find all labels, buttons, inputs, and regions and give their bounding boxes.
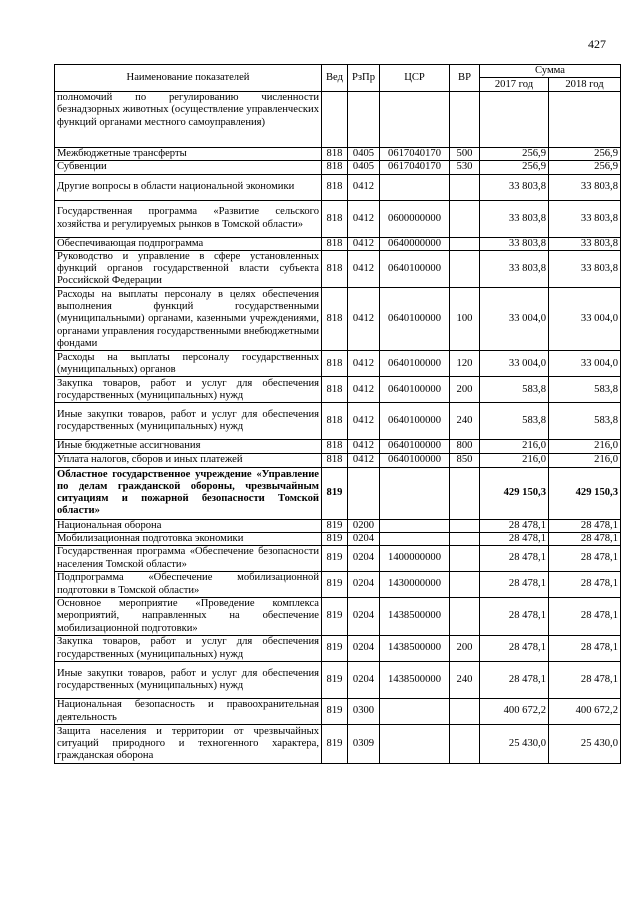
sum-2017: 28 478,1 (480, 636, 549, 662)
table-row (55, 725, 621, 764)
sum-2017: 33 803,8 (480, 250, 549, 288)
vr-code (450, 725, 480, 764)
sum-2018: 256,9 (549, 148, 621, 161)
rzpr-code: 0204 (348, 598, 380, 636)
indicator-name: Государственная программа «Обеспечение безопасности населения Томской области» (55, 546, 322, 572)
sum-2018: 28 478,1 (549, 532, 621, 545)
indicator-name: Обеспечивающая подпрограмма (55, 237, 322, 250)
table-row (55, 546, 621, 572)
table-row (55, 598, 621, 636)
csr-code: 1438500000 (380, 662, 450, 699)
rzpr-code: 0412 (348, 453, 380, 467)
csr-code: 0640000000 (380, 237, 450, 250)
indicator-name: Подпрограмма «Обеспечение мобилизационной подготовки в Томской области» (55, 572, 322, 598)
indicator-name: Национальная оборона (55, 519, 322, 532)
table-row (55, 92, 621, 148)
table-row (55, 699, 621, 725)
sum-2018: 429 150,3 (549, 467, 621, 519)
ved-code: 818 (322, 161, 348, 174)
ved-code (322, 92, 348, 148)
ved-code: 819 (322, 662, 348, 699)
sum-2018 (549, 92, 621, 148)
ved-code: 819 (322, 699, 348, 725)
table-row (55, 453, 621, 467)
vr-code: 240 (450, 403, 480, 440)
table-row (55, 467, 621, 519)
vr-code: 100 (450, 288, 480, 351)
sum-2017 (480, 92, 549, 148)
vr-code (450, 572, 480, 598)
indicator-name: Другие вопросы в области национальной экономики (55, 174, 322, 200)
sum-2018: 400 672,2 (549, 699, 621, 725)
rzpr-code: 0204 (348, 546, 380, 572)
ved-code: 819 (322, 636, 348, 662)
rzpr-code: 0204 (348, 662, 380, 699)
ved-code: 818 (322, 174, 348, 200)
sum-2017: 33 004,0 (480, 288, 549, 351)
sum-2018: 33 803,8 (549, 174, 621, 200)
csr-code: 0640100000 (380, 377, 450, 403)
header-ved: Вед (322, 65, 348, 92)
rzpr-code: 0412 (348, 250, 380, 288)
table-row (55, 572, 621, 598)
sum-2017: 256,9 (480, 148, 549, 161)
vr-code: 500 (450, 148, 480, 161)
table-row (55, 532, 621, 545)
vr-code (450, 92, 480, 148)
ved-code: 818 (322, 453, 348, 467)
vr-code (450, 519, 480, 532)
csr-code: 0617040170 (380, 148, 450, 161)
sum-2018: 216,0 (549, 440, 621, 453)
csr-code: 1438500000 (380, 636, 450, 662)
table-row (55, 440, 621, 453)
sum-2018: 33 803,8 (549, 250, 621, 288)
page-number: 427 (588, 37, 606, 51)
csr-code: 0617040170 (380, 161, 450, 174)
sum-2018: 33 803,8 (549, 200, 621, 237)
ved-code: 818 (322, 377, 348, 403)
csr-code (380, 725, 450, 764)
sum-2018: 28 478,1 (549, 572, 621, 598)
rzpr-code (348, 92, 380, 148)
csr-code: 0640100000 (380, 453, 450, 467)
header-2017: 2017 год (480, 78, 549, 92)
indicator-name: Иные бюджетные ассигнования (55, 440, 322, 453)
ved-code: 818 (322, 148, 348, 161)
vr-code: 800 (450, 440, 480, 453)
sum-2018: 28 478,1 (549, 519, 621, 532)
sum-2017: 400 672,2 (480, 699, 549, 725)
rzpr-code: 0412 (348, 237, 380, 250)
vr-code: 200 (450, 636, 480, 662)
rzpr-code: 0412 (348, 403, 380, 440)
ved-code: 818 (322, 440, 348, 453)
rzpr-code: 0405 (348, 161, 380, 174)
indicator-name: Уплата налогов, сборов и иных платежей (55, 453, 322, 467)
csr-code: 0640100000 (380, 250, 450, 288)
sum-2017: 33 803,8 (480, 200, 549, 237)
csr-code: 1430000000 (380, 572, 450, 598)
ved-code: 819 (322, 546, 348, 572)
sum-2017: 216,0 (480, 453, 549, 467)
sum-2017: 429 150,3 (480, 467, 549, 519)
sum-2017: 28 478,1 (480, 572, 549, 598)
sum-2017: 583,8 (480, 403, 549, 440)
table-row (55, 250, 621, 288)
ved-code: 818 (322, 351, 348, 377)
indicator-name: Закупка товаров, работ и услуг для обеспечения государственных (муниципальных) нужд (55, 636, 322, 662)
indicator-name: Защита населения и территории от чрезвычайных ситуаций природного и техногенного характера, гражданская оборона (55, 725, 322, 764)
sum-2017: 28 478,1 (480, 662, 549, 699)
ved-code: 819 (322, 532, 348, 545)
csr-code (380, 467, 450, 519)
indicator-name: Межбюджетные трансферты (55, 148, 322, 161)
csr-code: 1400000000 (380, 546, 450, 572)
vr-code: 200 (450, 377, 480, 403)
sum-2018: 583,8 (549, 377, 621, 403)
sum-2017: 33 803,8 (480, 237, 549, 250)
table-row (55, 636, 621, 662)
table-body (55, 92, 621, 764)
rzpr-code: 0412 (348, 174, 380, 200)
sum-2018: 256,9 (549, 161, 621, 174)
vr-code (450, 598, 480, 636)
ved-code: 819 (322, 572, 348, 598)
sum-2017: 28 478,1 (480, 598, 549, 636)
csr-code (380, 174, 450, 200)
sum-2018: 28 478,1 (549, 636, 621, 662)
csr-code: 0600000000 (380, 200, 450, 237)
table-row (55, 200, 621, 237)
header-rzpr: РзПр (348, 65, 380, 92)
indicator-name: Национальная безопасность и правоохранительная деятельность (55, 699, 322, 725)
sum-2018: 28 478,1 (549, 546, 621, 572)
table-row (55, 237, 621, 250)
indicator-name: Иные закупки товаров, работ и услуг для обеспечения государственных (муниципальных) нужд (55, 403, 322, 440)
header-name: Наименование показателей (55, 65, 322, 92)
indicator-name: Государственная программа «Развитие сельского хозяйства и регулируемых рынков в Томской области» (55, 200, 322, 237)
ved-code: 818 (322, 288, 348, 351)
vr-code: 120 (450, 351, 480, 377)
indicator-name: Субвенции (55, 161, 322, 174)
vr-code (450, 237, 480, 250)
indicator-name: Иные закупки товаров, работ и услуг для обеспечения государственных (муниципальных) нужд (55, 662, 322, 699)
indicator-name: Руководство и управление в сфере установленных функций органов государственной власти субъекта Российской Федерации (55, 250, 322, 288)
rzpr-code: 0204 (348, 636, 380, 662)
table-row (55, 662, 621, 699)
vr-code: 850 (450, 453, 480, 467)
ved-code: 818 (322, 200, 348, 237)
rzpr-code: 0200 (348, 519, 380, 532)
ved-code: 818 (322, 237, 348, 250)
indicator-name: Областное государственное учреждение «Управление по делам гражданской обороны, чрезвычайным ситуациям и пожарной безопасности Томской области» (55, 467, 322, 519)
vr-code (450, 250, 480, 288)
ved-code: 818 (322, 403, 348, 440)
csr-code (380, 532, 450, 545)
vr-code (450, 200, 480, 237)
rzpr-code: 0412 (348, 377, 380, 403)
sum-2017: 33 803,8 (480, 174, 549, 200)
csr-code: 1438500000 (380, 598, 450, 636)
header-sum: Сумма (480, 65, 621, 78)
sum-2017: 28 478,1 (480, 532, 549, 545)
header-vr: ВР (450, 65, 480, 92)
ved-code: 819 (322, 519, 348, 532)
indicator-name: Закупка товаров, работ и услуг для обеспечения государственных (муниципальных) нужд (55, 377, 322, 403)
table-row (55, 174, 621, 200)
sum-2018: 216,0 (549, 453, 621, 467)
sum-2018: 33 803,8 (549, 237, 621, 250)
budget-table (54, 64, 621, 764)
table-row (55, 377, 621, 403)
ved-code: 819 (322, 467, 348, 519)
sum-2017: 28 478,1 (480, 546, 549, 572)
header-2018: 2018 год (549, 78, 621, 92)
rzpr-code (348, 467, 380, 519)
rzpr-code: 0204 (348, 532, 380, 545)
sum-2018: 28 478,1 (549, 662, 621, 699)
indicator-name: Расходы на выплаты персоналу государственных (муниципальных) органов (55, 351, 322, 377)
sum-2017: 33 004,0 (480, 351, 549, 377)
sum-2018: 33 004,0 (549, 351, 621, 377)
rzpr-code: 0204 (348, 572, 380, 598)
sum-2017: 25 430,0 (480, 725, 549, 764)
rzpr-code: 0412 (348, 351, 380, 377)
vr-code: 240 (450, 662, 480, 699)
vr-code (450, 467, 480, 519)
vr-code: 530 (450, 161, 480, 174)
rzpr-code: 0405 (348, 148, 380, 161)
sum-2018: 25 430,0 (549, 725, 621, 764)
csr-code (380, 519, 450, 532)
rzpr-code: 0412 (348, 200, 380, 237)
csr-code: 0640100000 (380, 351, 450, 377)
csr-code (380, 699, 450, 725)
vr-code (450, 174, 480, 200)
csr-code: 0640100000 (380, 440, 450, 453)
sum-2017: 583,8 (480, 377, 549, 403)
sum-2017: 28 478,1 (480, 519, 549, 532)
indicator-name: Основное мероприятие «Проведение комплекса мероприятий, направленных на обеспечение мобилизационной подготовки» (55, 598, 322, 636)
indicator-name: Мобилизационная подготовка экономики (55, 532, 322, 545)
indicator-name: полномочий по регулированию численности безнадзорных животных (осуществление управленческих функций органами местного самоуправления) (55, 92, 322, 148)
table-row (55, 148, 621, 161)
rzpr-code: 0412 (348, 288, 380, 351)
ved-code: 819 (322, 725, 348, 764)
csr-code: 0640100000 (380, 288, 450, 351)
header-csr: ЦСР (380, 65, 450, 92)
sum-2017: 216,0 (480, 440, 549, 453)
table-row (55, 161, 621, 174)
table-row (55, 351, 621, 377)
rzpr-code: 0412 (348, 440, 380, 453)
sum-2018: 583,8 (549, 403, 621, 440)
ved-code: 819 (322, 598, 348, 636)
vr-code (450, 546, 480, 572)
csr-code (380, 92, 450, 148)
sum-2018: 33 004,0 (549, 288, 621, 351)
vr-code (450, 532, 480, 545)
rzpr-code: 0300 (348, 699, 380, 725)
indicator-name: Расходы на выплаты персоналу в целях обеспечения выполнения функций государственными (муниципальными) органами, казенными учреждениями, органами управления государственными внебюджетными фондами (55, 288, 322, 351)
vr-code (450, 699, 480, 725)
rzpr-code: 0309 (348, 725, 380, 764)
ved-code: 818 (322, 250, 348, 288)
table-row (55, 288, 621, 351)
sum-2017: 256,9 (480, 161, 549, 174)
table-row (55, 403, 621, 440)
csr-code: 0640100000 (380, 403, 450, 440)
table-row (55, 519, 621, 532)
sum-2018: 28 478,1 (549, 598, 621, 636)
